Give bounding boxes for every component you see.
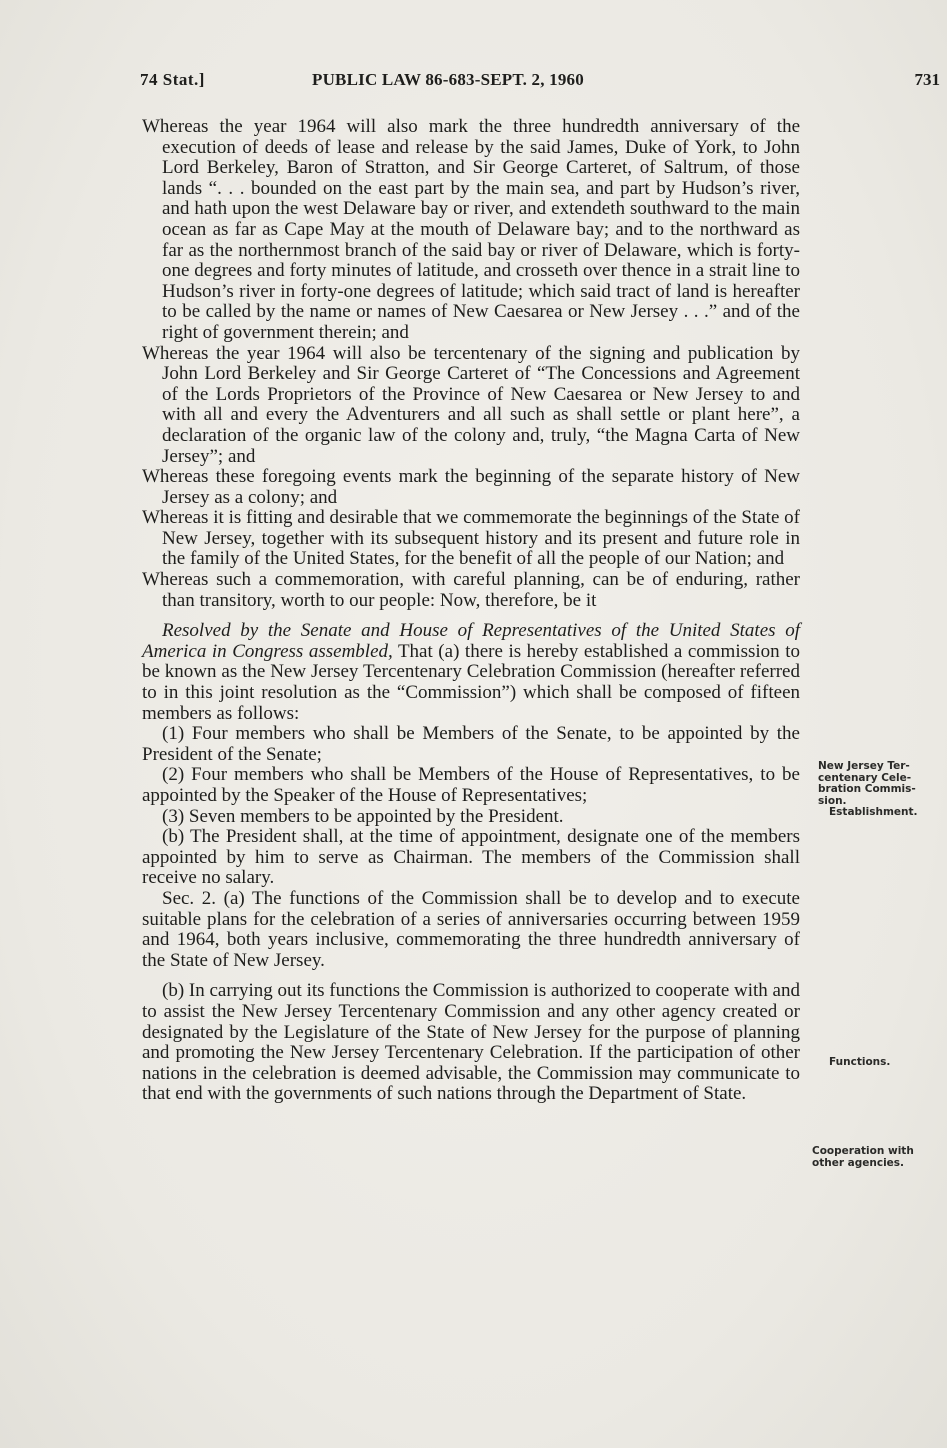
page-header bbox=[140, 70, 940, 96]
statute-reference: 74 Stat.] bbox=[140, 70, 205, 89]
list-item: (1) Four members who shall be Members of the Senate, to be appointed by the President of the Senate; bbox=[142, 723, 800, 765]
resolved-lead: Resolved by the Senate and House of Representatives of the United States of America in Congress assembled, bbox=[142, 620, 800, 662]
section-2b: (b) In carrying out its functions the Commission is authorized to cooperate with and to assist the New Jersey Tercentenary Commission and any other agency created or designated by the Legislature of the State of New Jersey for the purpose of planning and promoting the New Jersey Tercentenary Celebration. If the participation of other nations in the celebration is deemed advisable, the Commission may communicate to that end with the governments of such nations through the Department of State. bbox=[142, 980, 800, 1105]
resolved-clause bbox=[142, 621, 800, 724]
margin-note-establishment: Establishment. bbox=[829, 806, 918, 818]
whereas-clause: Whereas it is fitting and desirable that we commemorate the beginnings of the State of New Jersey, together with its subsequent history and its present and future role in the family of the United States, for the benefit of all the people of our Nation; and bbox=[142, 507, 800, 570]
list-item: (2) Four members who shall be Members of the House of Representatives, to be appointed by the Speaker of the House of Representatives; bbox=[142, 764, 800, 806]
list-item: (3) Seven members to be appointed by the President. bbox=[162, 805, 564, 827]
list-item: (b) The President shall, at the time of appointment, designate one of the members appointed by him to serve as Chairman. The members of the Commission shall receive no salary. bbox=[142, 826, 800, 889]
page-title: PUBLIC LAW 86-683-SEPT. 2, 1960 bbox=[312, 70, 584, 89]
resolved-text: That (a) there is hereby established a commission to be known as the New Jersey Tercentenary Celebration Commission (hereafter referred to in this joint resolution as the “Commission”) which shall be composed of fifteen members as follows: bbox=[142, 640, 800, 724]
margin-note-functions: Functions. bbox=[829, 1056, 891, 1068]
whereas-clause: Whereas the year 1964 will also mark the three hundredth anniversary of the execution of deeds of lease and release by the said James, Duke of York, to John Lord Berkeley, Baron of Stratton, and Sir George Carteret, of Saltrum, of those lands “. . . bounded on the east part by the main sea, and part by Hudson’s river, and hath upon the west Delaware bay or river, and extendeth southward to the main ocean as far as Cape May at the mouth of Delaware bay; and to the northward as far as the northernmost branch of the said bay or river of Delaware, which is forty-one degrees and forty minutes of latitude, and crosseth over thence in a strait line to Hudson’s river in forty-one degrees of latitude; which said tract of land is hereafter to be called by the name or names of New Caesarea or New Jersey . . .” and of the right of government therein; and bbox=[142, 116, 800, 343]
whereas-clause: Whereas such a commemoration, with careful planning, can be of enduring, rather than transitory, worth to our people: Now, therefore, be it bbox=[142, 569, 800, 611]
whereas-clause: Whereas the year 1964 will also be tercentenary of the signing and publication by John Lord Berkeley and Sir George Carteret of “The Concessions and Agreement of the Lords Proprietors of the Province of New Caesarea or New Jersey to and with all and every the Adventurers and all such as shall settle or plant here”, a declaration of the organic law of the colony and, truly, “the Magna Carta of New Jersey”; and bbox=[142, 342, 800, 467]
margin-note-cooperation: Cooperation with other agencies. bbox=[812, 1145, 914, 1169]
section-2a: Sec. 2. (a) The functions of the Commission shall be to develop and to execute suitable plans for the celebration of a series of anniversaries occurring between 1959 and 1964, both years inclusive, commemorating the three hundredth anniversary of the State of New Jersey. bbox=[142, 887, 800, 971]
page-number: 731 bbox=[914, 70, 940, 89]
whereas-clause: Whereas these foregoing events mark the beginning of the separate history of New Jersey as a colony; and bbox=[142, 466, 800, 508]
document-body bbox=[142, 117, 800, 1105]
margin-note-commission: New Jersey Ter- centenary Cele- bration Commis- sion. bbox=[818, 760, 916, 807]
